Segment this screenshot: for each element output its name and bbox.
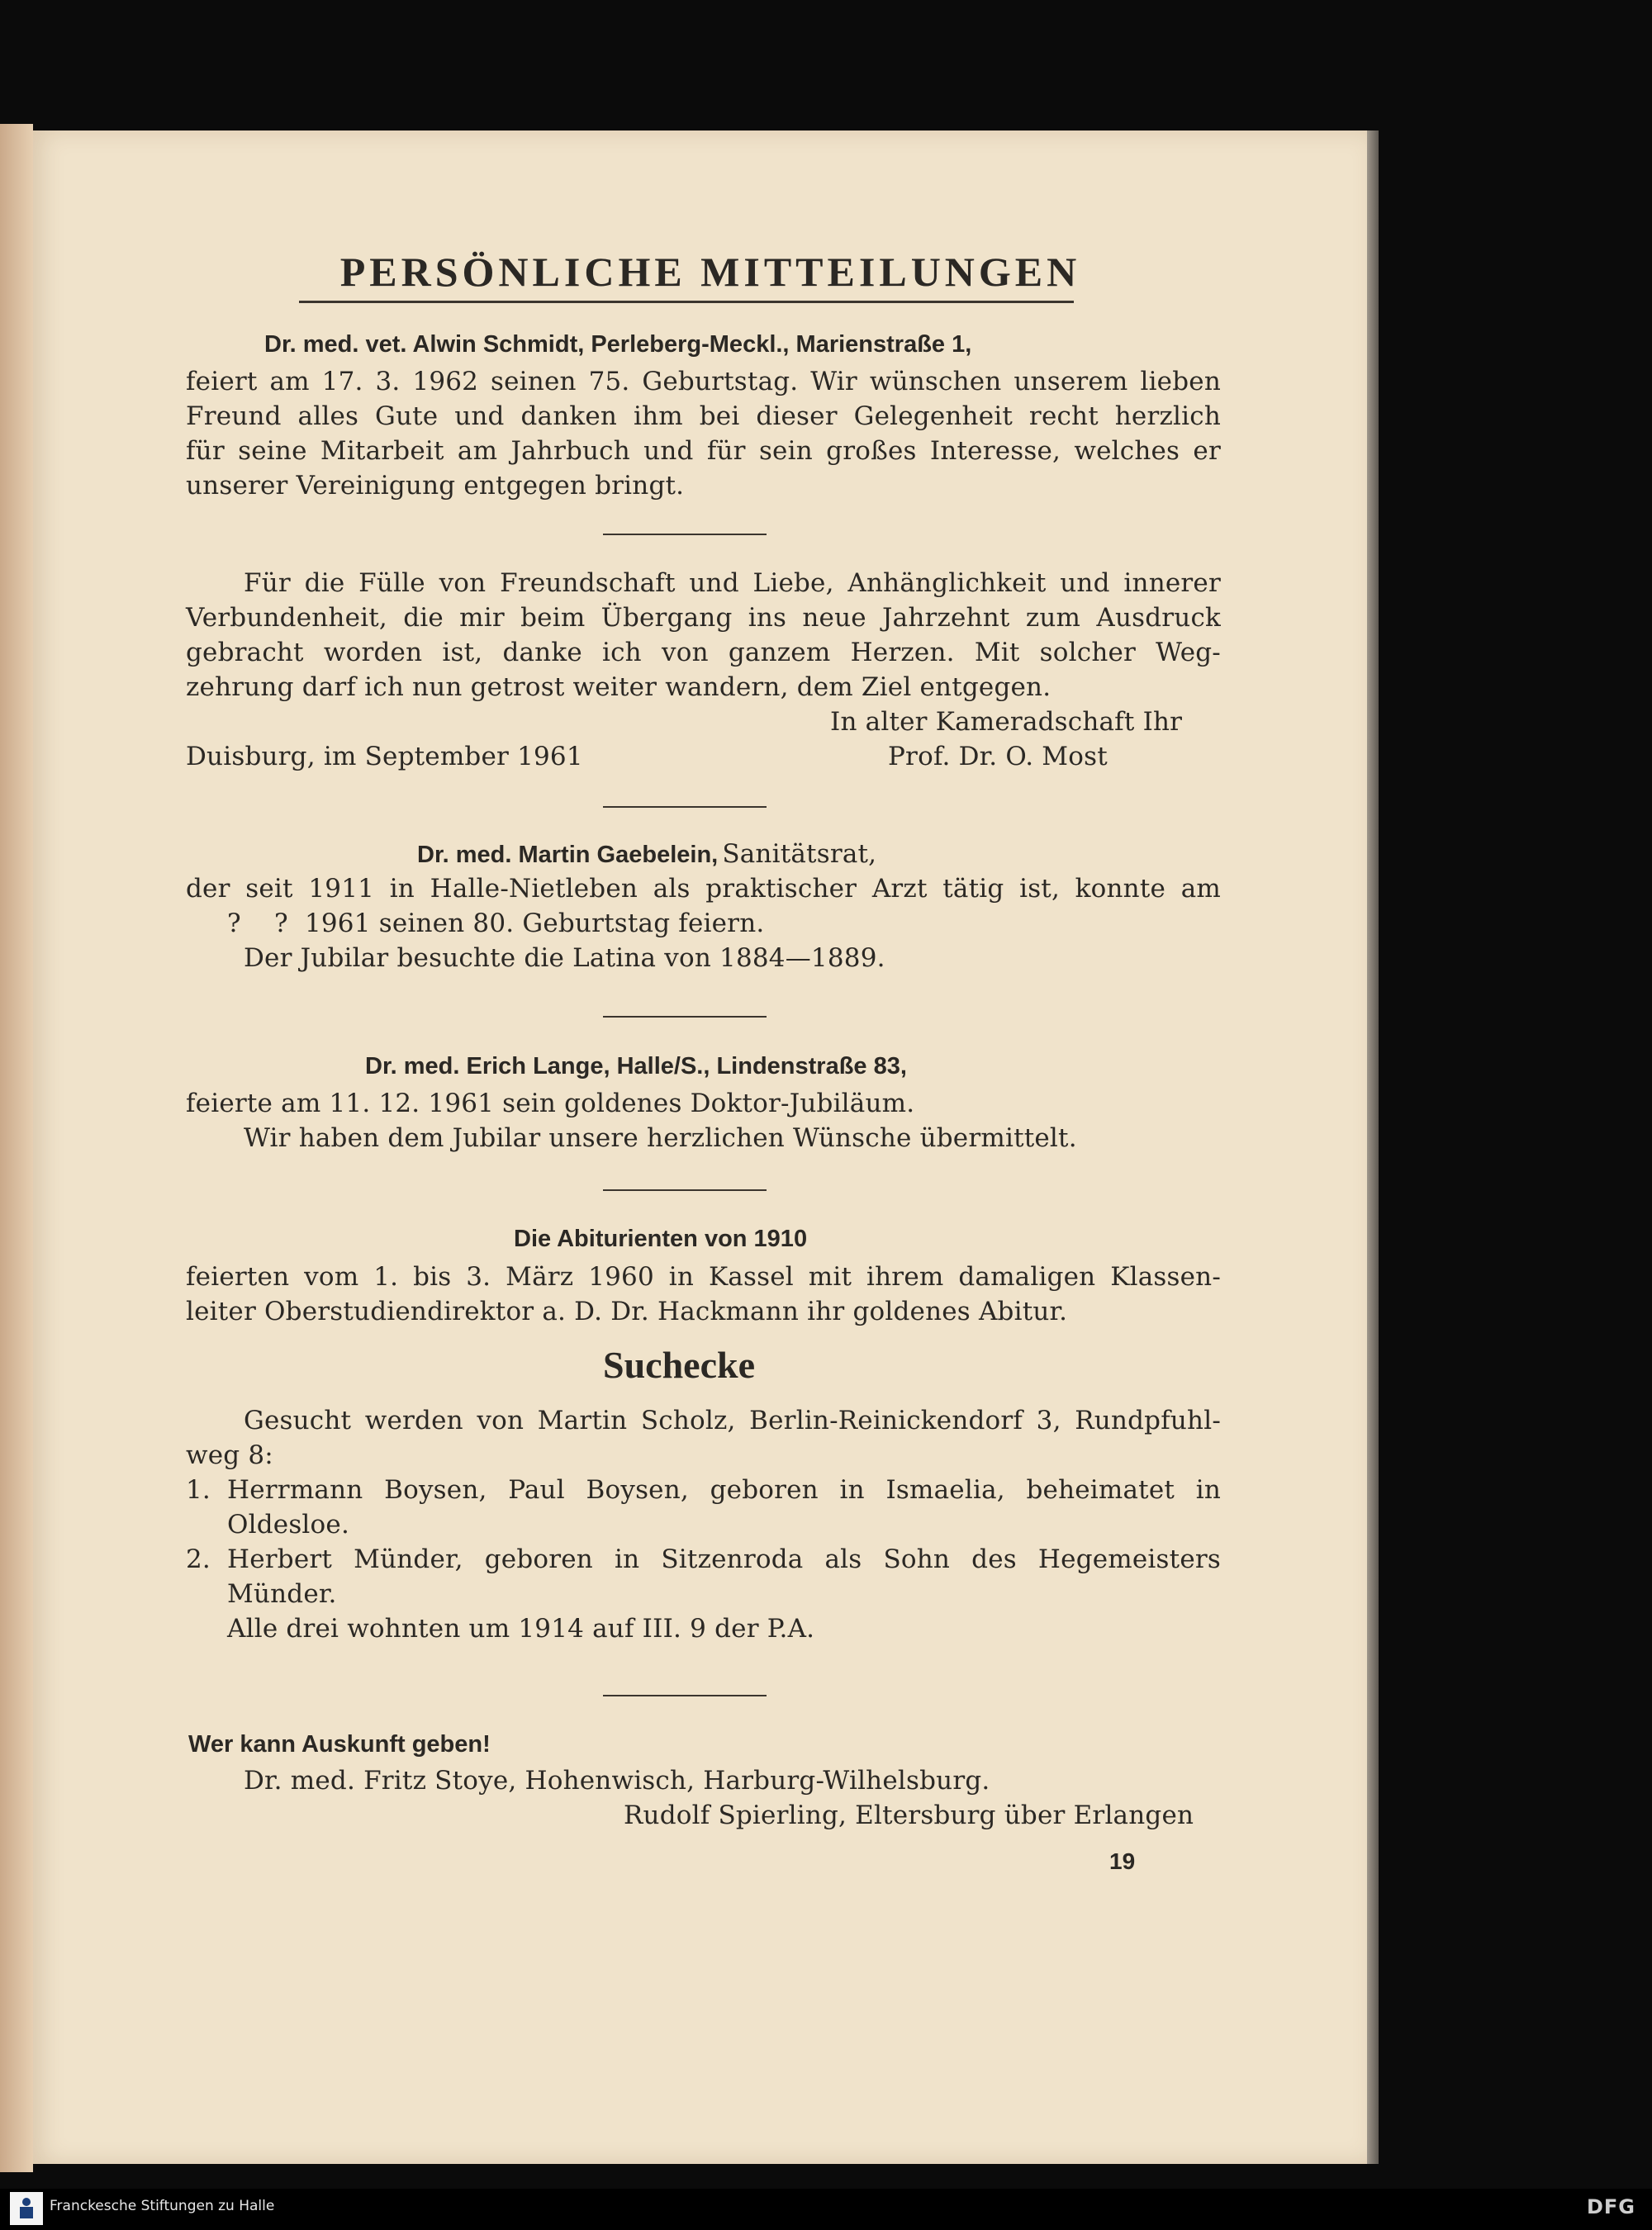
suchecke-intro-2: weg 8:: [186, 1440, 273, 1470]
suchecke-item-1-line-2: Oldesloe.: [227, 1510, 350, 1540]
section2-line-3: gebracht worden ist, danke ich von ganzem Herzen. Mit solcher Weg-: [186, 638, 1221, 667]
section2-signature: Prof. Dr. O. Most: [888, 742, 1108, 771]
suchecke-item-1-line-1: Herrmann Boysen, Paul Boysen, geboren in Ismaelia, beheimatet in: [227, 1475, 1221, 1505]
suchecke-item-2-line-1: Herbert Münder, geboren in Sitzenroda als Sohn des Hegemeisters: [227, 1544, 1221, 1574]
section3-line-1: der seit 1911 in Halle-Nietleben als praktischer Arzt tätig ist, konnte am: [186, 874, 1221, 904]
section1-line-3: für seine Mitarbeit am Jahrbuch und für sein großes Interesse, welches er: [186, 436, 1221, 466]
page-right-edge: [1367, 130, 1379, 2164]
suchecke-item-2-number: 2.: [186, 1544, 211, 1574]
page-title: PERSÖNLICHE MITTEILUNGEN: [339, 249, 1081, 295]
section3-line-3: Der Jubilar besuchte die Latina von 1884—1889.: [244, 943, 885, 973]
title-underline: [299, 301, 1074, 303]
section4-line-1: feierte am 11. 12. 1961 sein goldenes Doktor-Jubiläum.: [186, 1089, 915, 1118]
suchecke-intro-1: Gesucht werden von Martin Scholz, Berlin-Reinickendorf 3, Rundpfuhl-: [244, 1406, 1221, 1435]
section1-line-1: feiert am 17. 3. 1962 seinen 75. Geburtstag. Wir wünschen unserem lieben: [186, 367, 1221, 396]
suchecke-item-1-number: 1.: [186, 1475, 211, 1505]
divider-2: [603, 806, 767, 808]
suchecke-heading: Suchecke: [603, 1344, 755, 1386]
section1-line-4: unserer Vereinigung entgegen bringt.: [186, 471, 685, 501]
auskunft-heading: Wer kann Auskunft geben!: [188, 1731, 491, 1758]
suchecke-note: Alle drei wohnten um 1914 auf III. 9 der P.A.: [227, 1614, 815, 1644]
section3-line-2: ? ? 1961 seinen 80. Geburtstag feiern.: [227, 909, 765, 938]
section5-line-2: leiter Oberstudiendirektor a. D. Dr. Hackmann ihr goldenes Abitur.: [186, 1297, 1068, 1326]
section2-line-1: Für die Fülle von Freundschaft und Liebe, Anhänglichkeit und innerer: [244, 568, 1221, 598]
divider-4: [603, 1189, 767, 1191]
suchecke-item-2-line-2: Münder.: [227, 1579, 337, 1609]
page-number: 19: [1109, 1848, 1136, 1874]
section2-closing: In alter Kameradschaft Ihr: [830, 707, 1183, 737]
document-page: [33, 130, 1367, 2164]
section3-heading: [417, 839, 876, 869]
section3-name: Dr. med. Martin Gaebelein,: [417, 842, 719, 868]
section2-line-2: Verbundenheit, die mir beim Übergang ins neue Jahrzehnt zum Ausdruck: [186, 603, 1221, 633]
section5-heading: Die Abiturienten von 1910: [514, 1226, 808, 1252]
section1-line-2: Freund alles Gute und danken ihm bei dieser Gelegenheit recht herzlich: [186, 401, 1221, 431]
section3-title-suffix: Sanitätsrat,: [722, 839, 877, 869]
divider-1: [603, 534, 767, 535]
dfg-logo: DFG: [1586, 2195, 1635, 2218]
section1-name-line: Dr. med. vet. Alwin Schmidt, Perleberg-Meckl., Marienstraße 1,: [264, 331, 972, 358]
left-page-edge: [0, 124, 33, 2172]
institution-logo-icon: [10, 2192, 43, 2225]
footer-institution[interactable]: Franckesche Stiftungen zu Halle: [50, 2198, 275, 2214]
divider-5: [603, 1695, 767, 1696]
divider-3: [603, 1016, 767, 1018]
section4-line-2: Wir haben dem Jubilar unsere herzlichen Wünsche übermittelt.: [244, 1123, 1077, 1153]
section2-line-4: zehrung darf ich nun getrost weiter wandern, dem Ziel entgegen.: [186, 672, 1051, 702]
section5-line-1: feierten vom 1. bis 3. März 1960 in Kassel mit ihrem damaligen Klassen-: [186, 1262, 1221, 1292]
section4-name-line: Dr. med. Erich Lange, Halle/S., Lindenstraße 83,: [365, 1053, 907, 1079]
auskunft-line-2: Rudolf Spierling, Eltersburg über Erlangen: [624, 1801, 1194, 1830]
auskunft-line-1: Dr. med. Fritz Stoye, Hohenwisch, Harburg-Wilhelsburg.: [244, 1766, 990, 1796]
section2-place-date: Duisburg, im September 1961: [186, 742, 583, 771]
